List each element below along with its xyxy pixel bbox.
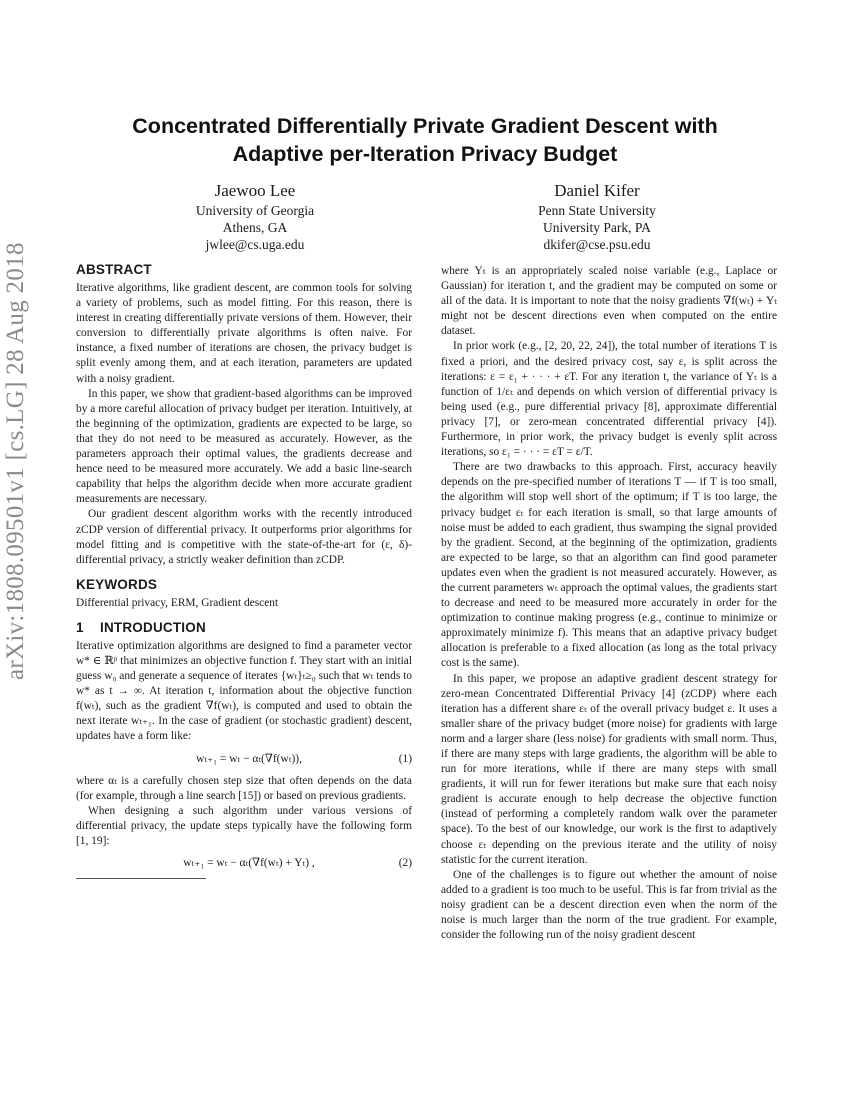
right-column [441,264,777,943]
paper-title: Concentrated Differentially Private Gradient Descent with Adaptive per-Iteration Privacy Budget [132,114,718,166]
section-number: 1 [76,619,84,635]
body-paragraph: In prior work (e.g., [2, 20, 22, 24]), the total number of iterations T is fixed a priori, and the desired privacy cost, say ε, is split across the iterations: ε = ε₁ + · · · + εT. For any iteration t, the variance of Yₜ is a function of 1/εₜ and depends on which version of differential privacy is being used (e.g., pure differential privacy [8], approximate differential privacy [7], or zero-mean concentrated differential privacy [4]). Furthermore, in prior work, the privacy budget is evenly split across iterations, so ε₁ = · · · = εT = ε/T. [441,340,777,459]
equation-number: (2) [398,857,412,869]
equation-body: wₜ₊₁ = wₜ − αₜ(∇f(wₜ)), [196,752,302,765]
author-affiliation: University of Georgia [195,203,315,218]
intro-paragraph: where αₜ is a carefully chosen step size that often depends on the data (for example, through a line search [15]) or based on previous gradients. [76,774,412,802]
author-name: Daniel Kifer [554,181,640,200]
author-affiliation: Penn State University [538,203,656,218]
author-email: dkifer@cse.psu.edu [543,237,651,252]
body-paragraph: One of the challenges is to figure out whether the amount of noise added to a gradient is too much to be useful. This is far from trivial as the noisy gradient can be a descent direction even when the norm of the noise is much larger than the norm of the true gradient. For example, consider the following run of the noisy gradient descent [441,868,777,942]
equation-1 [76,752,412,767]
equation-body: wₜ₊₁ = wₜ − αₜ(∇f(wₜ) + Yₜ) , [183,857,315,869]
abstract-paragraph: In this paper, we show that gradient-based algorithms can be improved by a more careful allocation of privacy budget per iteration. Intuitively, at the beginning of the optimization, gradients are expected to be large, so that they do not need to be measured as accurately. However, as the parameters approach their optimal values, the gradients decrease and hence need to be measured more accurately. We add a basic line-search capability that helps the algorithm decide when more accurate gradient measurements are necessary. [76,387,412,506]
body-paragraph: There are two drawbacks to this approach. First, accuracy heavily depends on the pre-specified number of iterations T — if T is too small, the algorithm will stop well short of the optimum; if T is too large, the privacy budget εₜ for each iteration is small, so that large amounts of noise must be added to each gradient, thus swamping the signal provided by the gradient. Second, at the beginning of the optimization, gradients are expected to be large, so that an algorithm can find good parameter updates even when the gradient is not measured accurately. However, as the current parameters wₜ approach the optimal values, the gradients start to decrease and need to be measured more accurately in order for the optimization to continue making progress (e.g., continue to minimize or approximately minimize f). This means that an adaptive privacy budget allocation is preferable to a fixed allocation (as long as the total privacy cost is the same). [441,461,777,670]
arxiv-stamp: arXiv:1808.09501v1 [cs.LG] 28 Aug 2018 [2,242,29,680]
abstract-heading: ABSTRACT [76,262,152,277]
section-title: INTRODUCTION [100,619,206,635]
author-location: University Park, PA [543,220,651,235]
abstract-paragraph: Iterative algorithms, like gradient descent, are common tools for solving a variety of problems, such as model fitting. For this reason, there is interest in creating differentially private versions of them. However, their conversion to differentially private algorithms is often naive. For instance, a fixed number of iterations are chosen, the privacy budget is split evenly among them, and at each iteration, parameters are updated with a noisy gradient. [76,282,412,385]
author-block-1 [125,180,385,253]
body-paragraph: where Yₜ is an appropriately scaled noise variable (e.g., Laplace or Gaussian) for iteration t, and the gradient may be computed on some or all of the data. It is important to note that the noisy gradients ∇f(wₜ) + Yₜ might not be descent directions even when computed on the entire dataset. [441,265,777,338]
equation-2 [76,856,412,871]
author-name: Jaewoo Lee [214,181,296,200]
author-email: jwlee@cs.uga.edu [205,237,305,252]
intro-paragraph: Iterative optimization algorithms are designed to find a parameter vector w* ∈ ℝᵖ that minimizes an objective function f. They start with an initial guess w₀ and generate a sequence of iterates {wₜ}ₜ≥₀ such that wₜ tends to w* as t → ∞. At iteration t, information about the objective function f(wₜ), such as the gradient ∇f(wₜ), is computed and used to obtain the next iterate wₜ₊₁. In the case of gradient (or stochastic gradient) descent, updates have a form like: [76,639,412,743]
abstract-paragraph: Our gradient descent algorithm works with the recently introduced zCDP version of differential privacy. It outperforms prior algorithms for model fitting and is competitive with the state-of-the-art for (ε, δ)-differential privacy, a strictly weaker definition than zCDP. [76,508,412,566]
footnote-rule [76,878,206,879]
keywords-heading: KEYWORDS [76,576,158,592]
intro-paragraph: When designing a such algorithm under various versions of differential privacy, the update steps typically have the following form [1, 19]: [76,804,412,847]
introduction-heading [76,620,412,635]
body-paragraph: In this paper, we propose an adaptive gradient descent strategy for zero-mean Concentrated Differential Privacy [4] (zCDP) where each iteration has a different share εₜ of the overall privacy budget ε. It uses a smaller share of the privacy budget (more noise) for gradients with large norm and a larger share (less noise) for gradients with small norm. Thus, if there are many steps with large gradients, the algorithm will be able to run for more iterations, while if there are many steps with small gradients, it will run for fewer iterations but make sure that each noisy gradient is accurate enough to help decrease the objective function (instead of performing a completely random walk over the parameter space). To the best of our knowledge, our work is the first to adaptively choose εₜ depending on the previous iterate and the utility of noisy statistic for the current iteration. [441,672,777,866]
left-column [76,262,412,879]
keywords-text: Differential privacy, ERM, Gradient descent [76,596,279,609]
equation-number: (1) [398,752,412,765]
author-location: Athens, GA [222,220,288,235]
author-block-2 [467,180,727,253]
